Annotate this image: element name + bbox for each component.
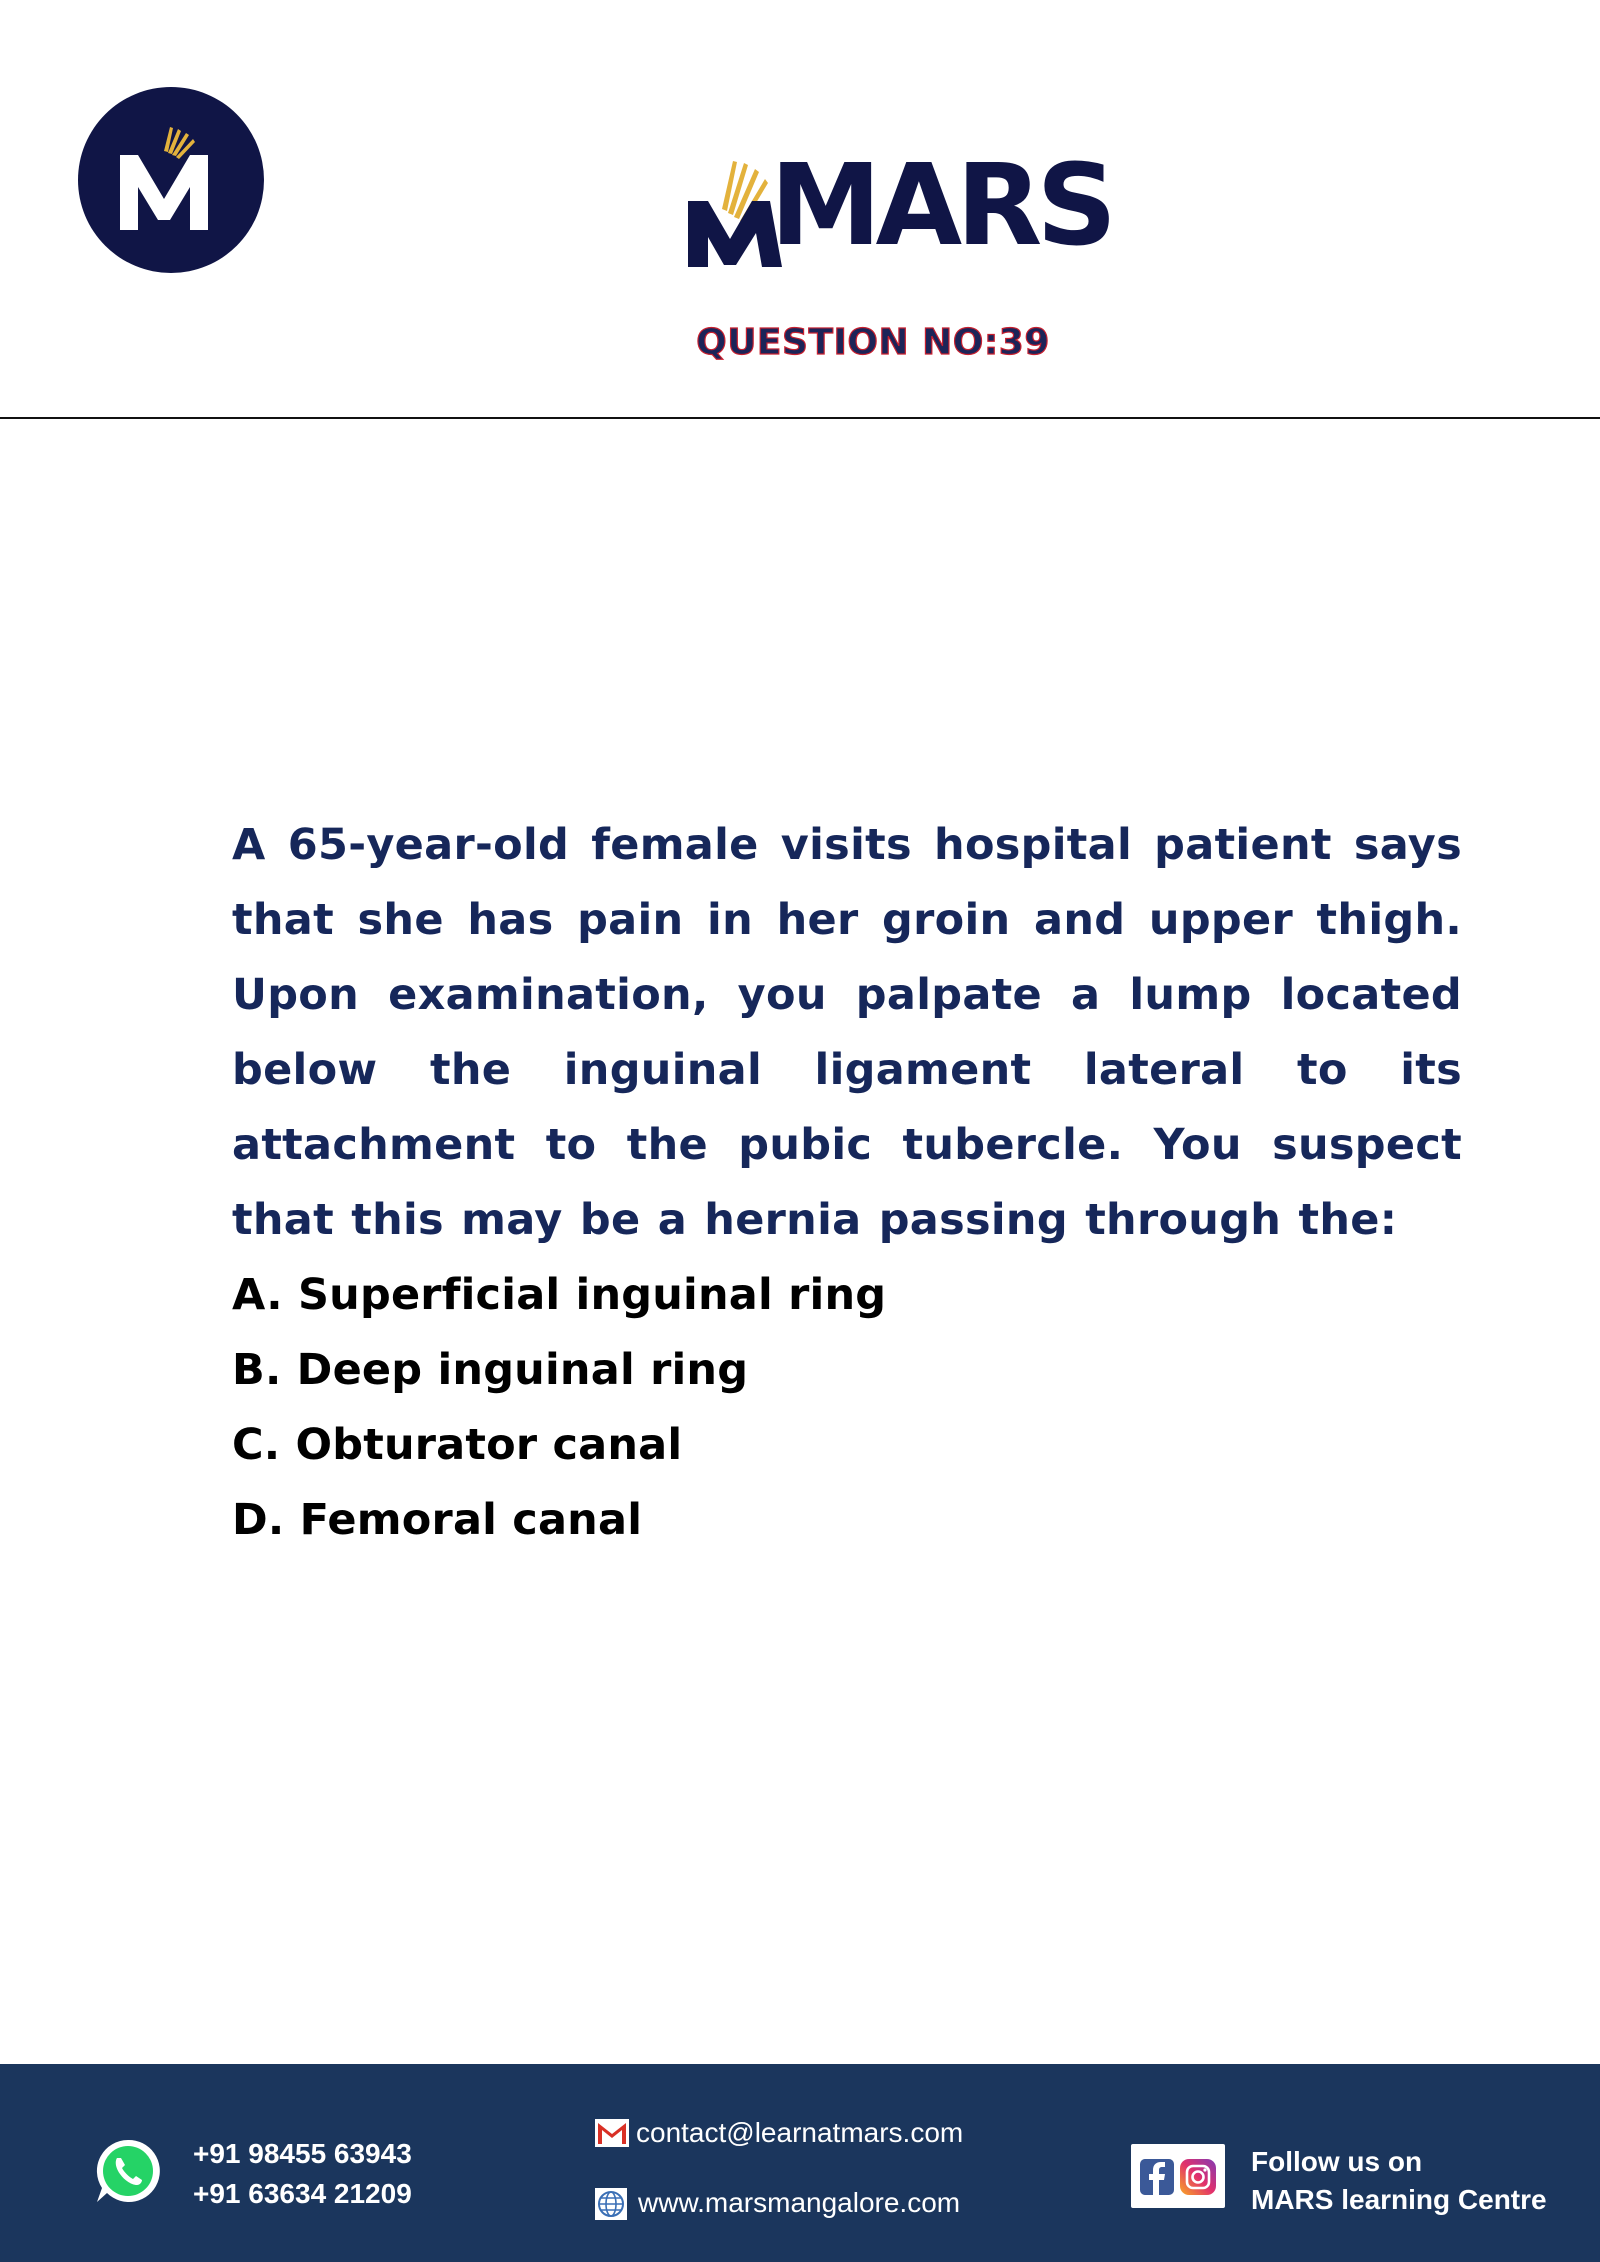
option-d: D. Femoral canal xyxy=(232,1495,643,1545)
whatsapp-icon xyxy=(93,2136,163,2206)
mars-circle-logo xyxy=(78,87,264,273)
header-divider xyxy=(0,417,1600,419)
contact-footer xyxy=(0,2064,1600,2262)
answer-options xyxy=(232,1258,1462,1558)
phone-number-2[interactable]: +91 63634 21209 xyxy=(193,2178,412,2209)
option-a: A. Superficial inguinal ring xyxy=(232,1270,887,1320)
question-number: QUESTION NO:39 xyxy=(696,322,1050,363)
follow-us-line-2[interactable]: MARS learning Centre xyxy=(1251,2184,1547,2215)
facebook-icon[interactable] xyxy=(1140,2159,1174,2195)
question-text: A 65-year-old female visits hospital patient says that she has pain in her groin and upper thigh. Upon examination, you palpate a lump located below the inguinal ligament lateral to its attachment to the pubic tubercle. You suspect that this may be a hernia passing through the: xyxy=(232,820,1462,1245)
brand-name: MARS xyxy=(770,141,1112,271)
website-link[interactable]: www.marsmangalore.com xyxy=(638,2187,961,2218)
question-block xyxy=(232,808,1462,1558)
contact-email[interactable]: contact@learnatmars.com xyxy=(636,2117,964,2148)
mail-icon xyxy=(595,2119,629,2147)
social-icons[interactable] xyxy=(1131,2144,1225,2208)
globe-icon xyxy=(595,2188,627,2220)
follow-us-line-1: Follow us on xyxy=(1251,2146,1423,2177)
option-c: C. Obturator canal xyxy=(232,1420,683,1470)
option-b: B. Deep inguinal ring xyxy=(232,1345,749,1395)
phone-number-1[interactable]: +91 98455 63943 xyxy=(193,2138,412,2169)
instagram-icon[interactable] xyxy=(1180,2159,1216,2195)
